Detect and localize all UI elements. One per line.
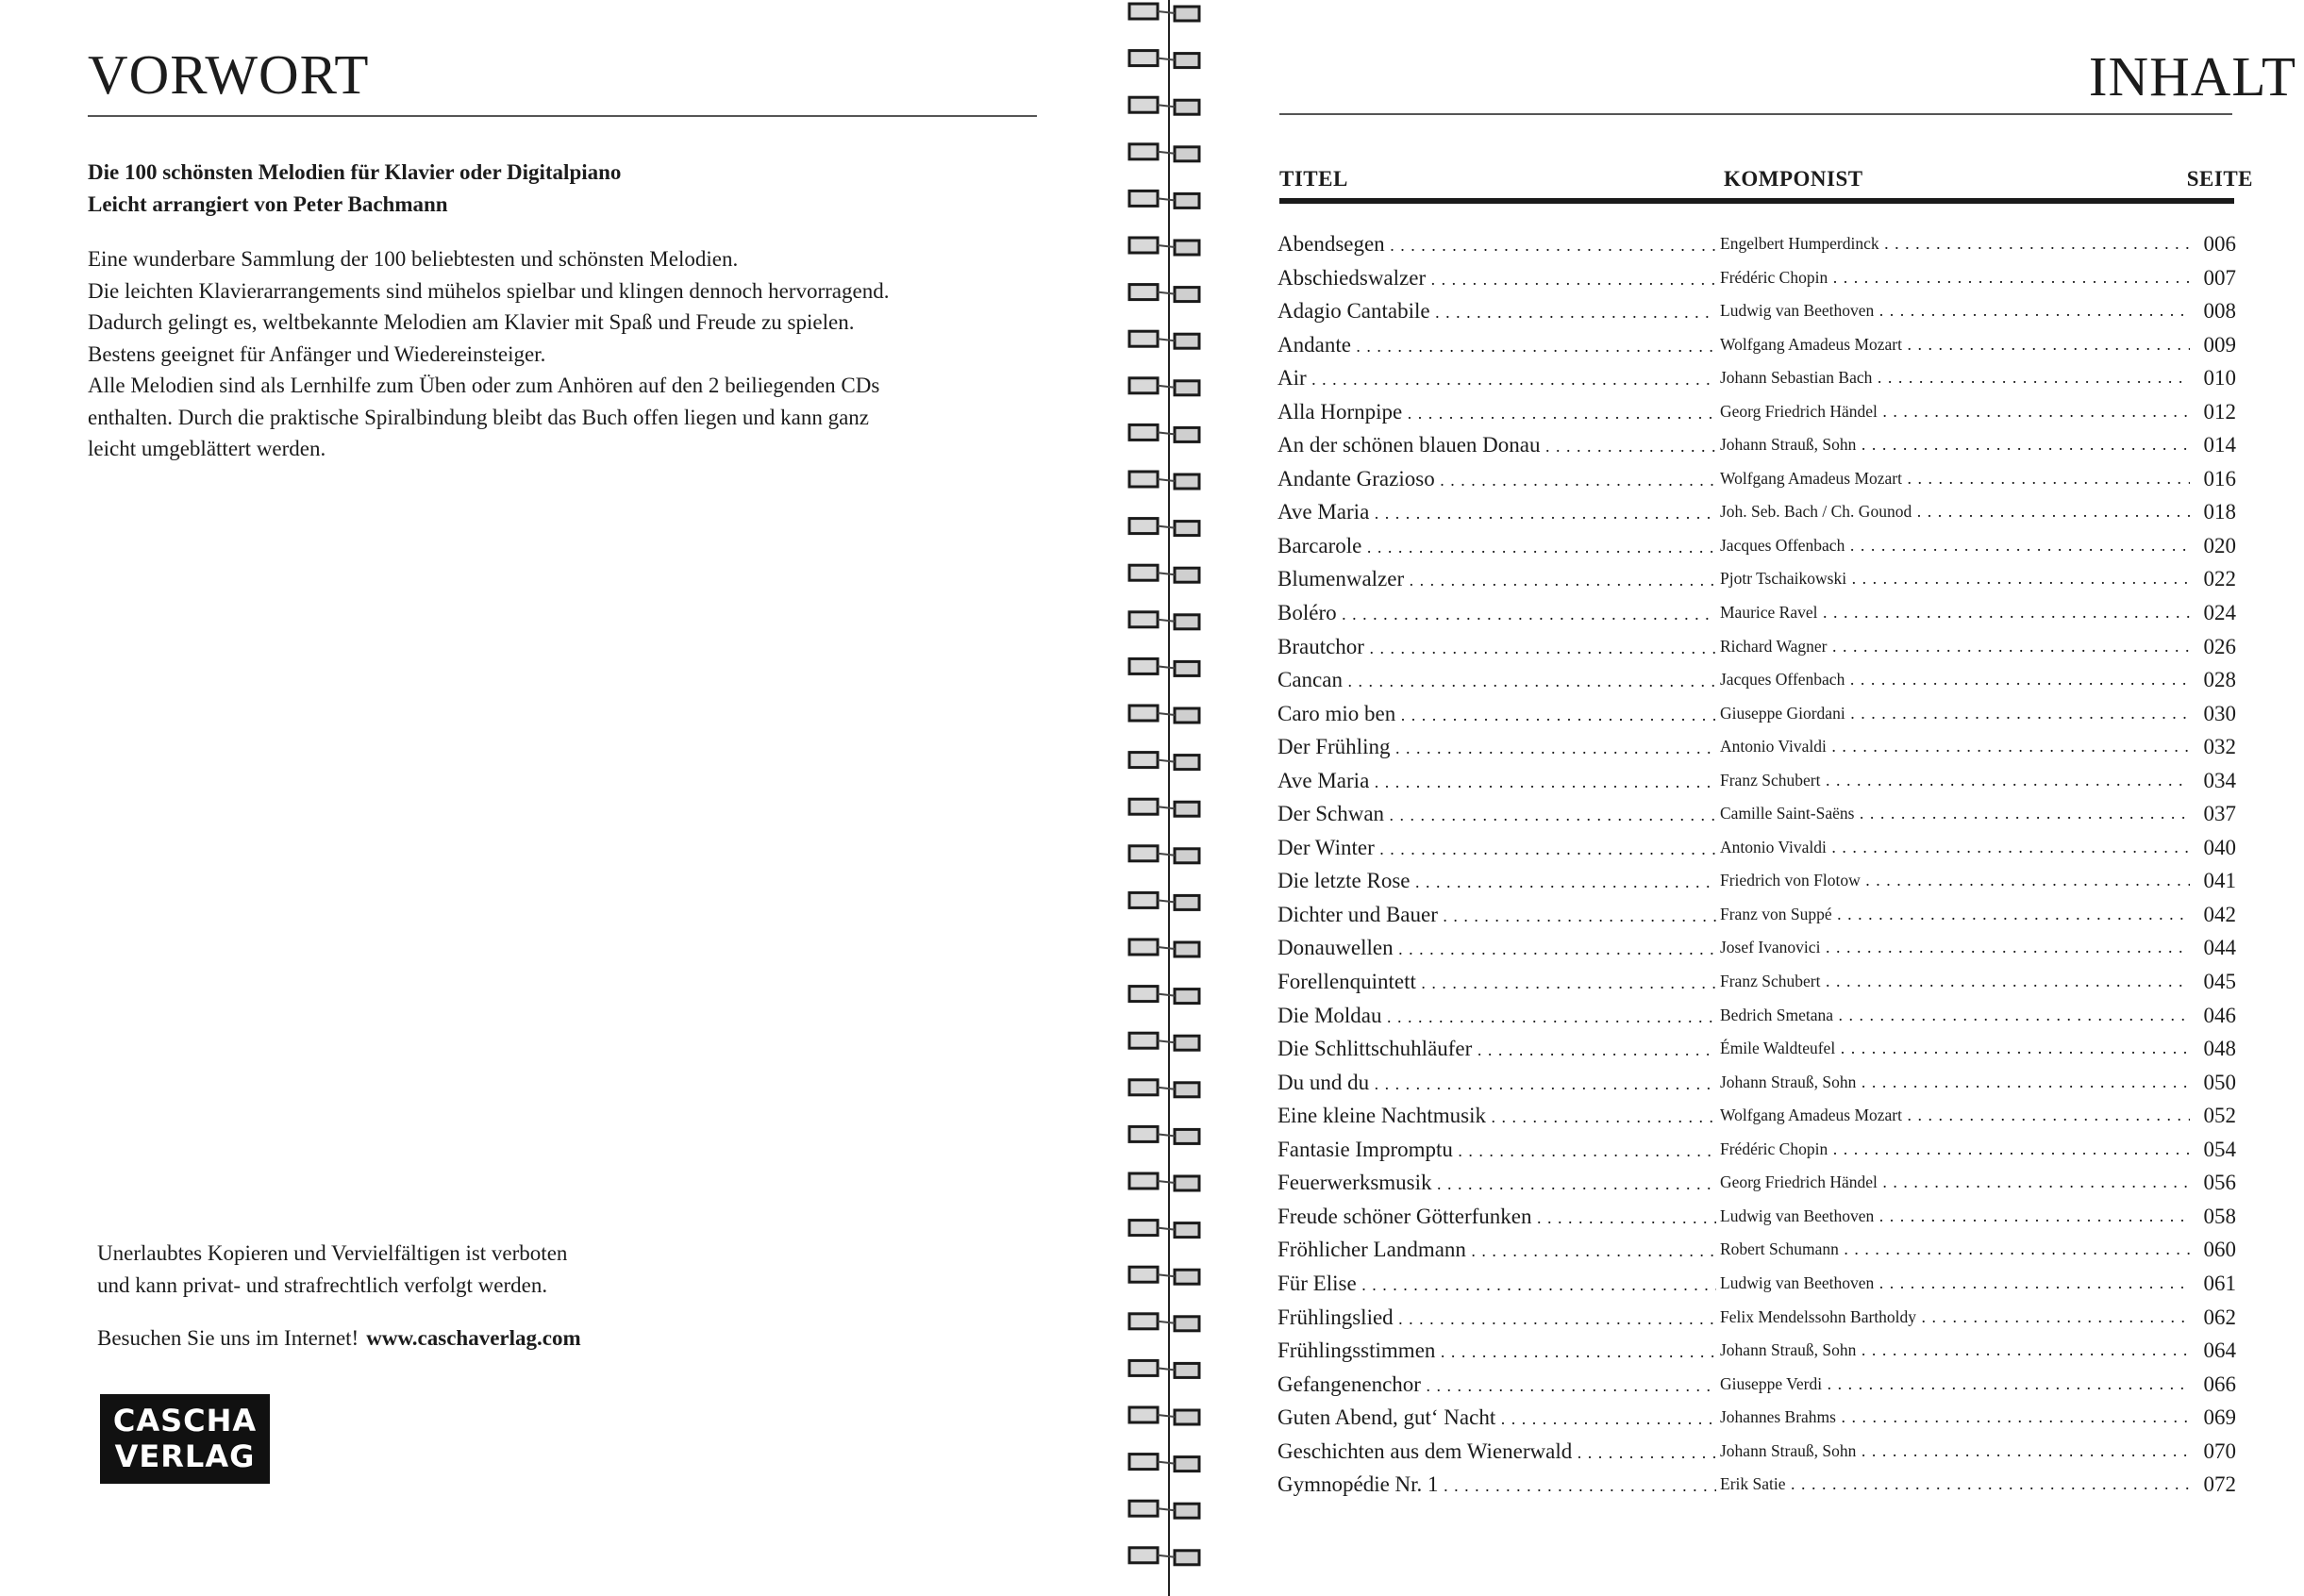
toc-row (1277, 294, 2236, 328)
spiral-coil (1129, 1407, 1199, 1424)
toc-title: Andante . . . (1277, 328, 1716, 362)
spiral-coil (1129, 706, 1199, 723)
intro-line: Die leichten Klavierarrangements sind mühelos spielbar und klingen dennoch hervorragend. (88, 278, 890, 303)
toc-title: Feuerwerksmusik . . . (1277, 1166, 1716, 1200)
intro-line: enthalten. Durch die praktische Spiralbindung bleibt das Buch offen liegen und kann ganz (88, 405, 869, 429)
toc-title: Eine kleine Nachtmusik . . . (1277, 1099, 1716, 1133)
spiral-coil (1129, 1221, 1199, 1238)
toc-row (1277, 361, 2236, 395)
toc-composer: Jacques Offenbach . . . (1720, 663, 2190, 697)
toc-row (1277, 562, 2236, 596)
toc-row (1277, 965, 2236, 999)
toc-title: Donauwellen . . . (1277, 931, 1716, 965)
website-line (97, 1326, 581, 1351)
spiral-coil (1129, 472, 1199, 489)
visit-label: Besuchen Sie uns im Internet! (97, 1326, 359, 1350)
toc-composer: Georg Friedrich Händel . . . (1720, 395, 2190, 429)
toc-row (1277, 1099, 2236, 1133)
toc-page-number: 061 (2200, 1267, 2237, 1301)
toc-title: Gymnopédie Nr. 1 . . . (1277, 1468, 1716, 1502)
spiral-coil (1129, 1033, 1199, 1050)
toc-composer: Johann Strauß, Sohn . . . (1720, 1435, 2190, 1469)
website-link[interactable]: www.caschaverlag.com (366, 1326, 581, 1350)
toc-title: Die letzte Rose . . . (1277, 864, 1716, 898)
toc-title: Barcarole . . . (1277, 529, 1716, 563)
toc-page-number: 014 (2200, 428, 2237, 462)
toc-title: Alla Hornpipe . . . (1277, 395, 1716, 429)
toc-composer: Georg Friedrich Händel . . . (1720, 1166, 2190, 1200)
toc-composer: Frédéric Chopin . . . (1720, 261, 2190, 295)
toc-row (1277, 1032, 2236, 1066)
intro-line: Bestens geeignet für Anfänger und Wiedereinsteiger. (88, 341, 546, 366)
toc-row (1277, 1166, 2236, 1200)
book-subtitle (88, 157, 621, 221)
spiral-coil (1129, 238, 1199, 255)
spiral-coil (1129, 424, 1199, 441)
toc-page-number: 032 (2200, 730, 2237, 764)
toc-page-number: 064 (2200, 1334, 2237, 1368)
toc-title: Forellenquintett . . . (1277, 965, 1716, 999)
toc-composer: Camille Saint-Saëns . . . (1720, 797, 2190, 831)
toc-composer: Giuseppe Giordani . . . (1720, 697, 2190, 731)
toc-composer: Maurice Ravel . . . (1720, 596, 2190, 630)
toc-row (1277, 999, 2236, 1033)
toc-title: Abendsegen . . . (1277, 227, 1716, 261)
spiral-coil (1129, 565, 1199, 582)
toc-page-number: 052 (2200, 1099, 2237, 1133)
toc-page-number: 020 (2200, 529, 2237, 563)
header-rule (1279, 198, 2234, 204)
toc-page-number: 066 (2200, 1368, 2237, 1402)
toc-row (1277, 395, 2236, 429)
spiral-coil (1129, 1267, 1199, 1284)
toc-composer: Wolfgang Amadeus Mozart . . . (1720, 462, 2190, 496)
toc-page-number: 042 (2200, 898, 2237, 932)
publisher-logo (100, 1394, 270, 1484)
toc-page-number: 041 (2200, 864, 2237, 898)
toc-page-number: 069 (2200, 1401, 2237, 1435)
spiral-coil (1129, 987, 1199, 1004)
toc-title: Blumenwalzer . . . (1277, 562, 1716, 596)
toc-page-number: 046 (2200, 999, 2237, 1033)
toc-row (1277, 1133, 2236, 1167)
toc-composer: Ludwig van Beethoven . . . (1720, 1267, 2190, 1301)
spiral-coil (1129, 331, 1199, 348)
toc-title: Air . . . (1277, 361, 1716, 395)
intro-line: leicht umgeblättert werden. (88, 437, 326, 460)
title-rule-right (1279, 113, 2232, 115)
toc-title: Frühlingslied . . . (1277, 1301, 1716, 1335)
toc-page-number: 028 (2200, 663, 2237, 697)
toc-row (1277, 1233, 2236, 1267)
toc-page-number: 007 (2200, 261, 2237, 295)
toc-composer: Josef Ivanovici . . . (1720, 931, 2190, 965)
title-rule-left (88, 115, 1037, 117)
toc-page-number: 030 (2200, 697, 2237, 731)
spiral-coil (1129, 285, 1199, 302)
table-of-contents (1277, 227, 2236, 1502)
toc-composer: Johann Strauß, Sohn . . . (1720, 1066, 2190, 1100)
toc-title: Cancan . . . (1277, 663, 1716, 697)
column-header-page: SEITE (2186, 167, 2253, 191)
spiral-coil (1129, 1455, 1199, 1471)
toc-row (1277, 1368, 2236, 1402)
spiral-binding (1118, 0, 1212, 1596)
toc-page-number: 056 (2200, 1166, 2237, 1200)
subtitle-line: Leicht arrangiert von Peter Bachmann (88, 192, 448, 216)
toc-title: Fantasie Impromptu . . . (1277, 1133, 1716, 1167)
toc-title: Ave Maria . . . (1277, 495, 1716, 529)
toc-composer: Frédéric Chopin . . . (1720, 1133, 2190, 1167)
toc-page-number: 009 (2200, 328, 2237, 362)
toc-composer: Franz Schubert . . . (1720, 764, 2190, 798)
spiral-coil (1129, 191, 1199, 208)
page-title-inhalt: INHALT (2088, 45, 2296, 108)
toc-composer: Franz Schubert . . . (1720, 965, 2190, 999)
toc-page-number: 062 (2200, 1301, 2237, 1335)
toc-row (1277, 1468, 2236, 1502)
toc-row (1277, 428, 2236, 462)
toc-page-number: 016 (2200, 462, 2237, 496)
toc-page-number: 034 (2200, 764, 2237, 798)
toc-composer: Antonio Vivaldi . . . (1720, 730, 2190, 764)
toc-page-number: 037 (2200, 797, 2237, 831)
toc-row (1277, 227, 2236, 261)
toc-page-number: 044 (2200, 931, 2237, 965)
spiral-coil (1129, 378, 1199, 395)
toc-title: Abschiedswalzer . . . (1277, 261, 1716, 295)
toc-composer: Johannes Brahms . . . (1720, 1401, 2190, 1435)
toc-title: Dichter und Bauer . . . (1277, 898, 1716, 932)
toc-composer: Felix Mendelssohn Bartholdy . . . (1720, 1301, 2190, 1335)
toc-row (1277, 1301, 2236, 1335)
toc-composer: Erik Satie . . . (1720, 1468, 2190, 1502)
toc-title: Der Schwan . . . (1277, 797, 1716, 831)
toc-composer: Bedrich Smetana . . . (1720, 999, 2190, 1033)
toc-composer: Pjotr Tschaikowski . . . (1720, 562, 2190, 596)
legal-line: Unerlaubtes Kopieren und Vervielfältigen ist verboten (97, 1241, 568, 1265)
right-page-inhalt (1236, 0, 2304, 1596)
toc-title: Für Elise . . . (1277, 1267, 1716, 1301)
toc-page-number: 054 (2200, 1133, 2237, 1167)
toc-row (1277, 462, 2236, 496)
spiral-coil (1129, 144, 1199, 161)
toc-title: Du und du . . . (1277, 1066, 1716, 1100)
toc-page-number: 050 (2200, 1066, 2237, 1100)
toc-row (1277, 1200, 2236, 1234)
spiral-coil (1129, 4, 1199, 21)
spiral-coil (1129, 1173, 1199, 1190)
toc-page-number: 072 (2200, 1468, 2237, 1502)
toc-composer: Émile Waldteufel . . . (1720, 1032, 2190, 1066)
toc-page-number: 010 (2200, 361, 2237, 395)
toc-title: Andante Grazioso . . . (1277, 462, 1716, 496)
toc-row (1277, 697, 2236, 731)
toc-title: Boléro . . . (1277, 596, 1716, 630)
toc-title: Fröhlicher Landmann . . . (1277, 1233, 1716, 1267)
toc-page-number: 048 (2200, 1032, 2237, 1066)
left-page-vorwort (0, 0, 1094, 1596)
toc-title: Freude schöner Götterfunken . . . (1277, 1200, 1716, 1234)
toc-page-number: 070 (2200, 1435, 2237, 1469)
toc-title: Die Schlittschuhläufer . . . (1277, 1032, 1716, 1066)
toc-title: Der Winter . . . (1277, 831, 1716, 865)
toc-page-number: 006 (2200, 227, 2237, 261)
toc-composer: Franz von Suppé . . . (1720, 898, 2190, 932)
page-title-vorwort: VORWORT (88, 43, 370, 106)
intro-line: Alle Melodien sind als Lernhilfe zum Üben oder zum Anhören auf den 2 beiliegenden CDs (88, 374, 880, 397)
column-header-composer: KOMPONIST (1724, 167, 1863, 191)
toc-composer: Robert Schumann . . . (1720, 1233, 2190, 1267)
toc-page-number: 058 (2200, 1200, 2237, 1234)
toc-page-number: 040 (2200, 831, 2237, 865)
toc-composer: Ludwig van Beethoven . . . (1720, 1200, 2190, 1234)
toc-row (1277, 261, 2236, 295)
subtitle-line: Die 100 schönsten Melodien für Klavier oder Digitalpiano (88, 160, 622, 184)
toc-composer: Giuseppe Verdi . . . (1720, 1368, 2190, 1402)
spiral-coil (1129, 892, 1199, 909)
spiral-coil (1129, 612, 1199, 629)
toc-title: Frühlingsstimmen . . . (1277, 1334, 1716, 1368)
copyright-notice (97, 1238, 567, 1302)
toc-page-number: 018 (2200, 495, 2237, 529)
toc-row (1277, 831, 2236, 865)
spiral-coil (1129, 658, 1199, 675)
toc-composer: Johann Strauß, Sohn . . . (1720, 1334, 2190, 1368)
toc-row (1277, 596, 2236, 630)
toc-composer: Joh. Seb. Bach / Ch. Gounod . . . (1720, 495, 2190, 529)
toc-row (1277, 1401, 2236, 1435)
spiral-coil (1129, 1501, 1199, 1518)
legal-line: und kann privat- und strafrechtlich verfolgt werden. (97, 1273, 548, 1297)
toc-page-number: 024 (2200, 596, 2237, 630)
toc-row (1277, 730, 2236, 764)
spiral-coil (1129, 1548, 1199, 1565)
toc-title: An der schönen blauen Donau . . . (1277, 428, 1716, 462)
toc-title: Geschichten aus dem Wienerwald . . . (1277, 1435, 1716, 1469)
toc-composer: Johann Sebastian Bach . . . (1720, 361, 2190, 395)
logo-line: CASCHA (112, 1403, 258, 1438)
intro-line: Eine wunderbare Sammlung der 100 beliebtesten und schönsten Melodien. (88, 247, 739, 271)
intro-paragraph (88, 243, 1041, 465)
toc-title: Guten Abend, gut‘ Nacht . . . (1277, 1401, 1716, 1435)
toc-row (1277, 1267, 2236, 1301)
toc-title: Der Frühling . . . (1277, 730, 1716, 764)
toc-row (1277, 529, 2236, 563)
toc-composer: Wolfgang Amadeus Mozart . . . (1720, 328, 2190, 362)
spiral-coil (1129, 1080, 1199, 1097)
toc-title: Gefangenenchor . . . (1277, 1368, 1716, 1402)
toc-row (1277, 630, 2236, 664)
toc-composer: Wolfgang Amadeus Mozart . . . (1720, 1099, 2190, 1133)
spiral-coil (1129, 846, 1199, 863)
spiral-coil (1129, 753, 1199, 770)
spiral-coil (1129, 97, 1199, 114)
toc-composer: Antonio Vivaldi . . . (1720, 831, 2190, 865)
spiral-coil (1129, 519, 1199, 536)
toc-composer: Richard Wagner . . . (1720, 630, 2190, 664)
toc-page-number: 008 (2200, 294, 2237, 328)
spiral-coil (1129, 51, 1199, 68)
toc-page-number: 060 (2200, 1233, 2237, 1267)
toc-row (1277, 898, 2236, 932)
toc-row (1277, 797, 2236, 831)
toc-row (1277, 864, 2236, 898)
intro-line: Dadurch gelingt es, weltbekannte Melodien am Klavier mit Spaß und Freude zu spielen. (88, 310, 855, 334)
spiral-coil (1129, 1360, 1199, 1377)
toc-row (1277, 495, 2236, 529)
toc-row (1277, 1066, 2236, 1100)
toc-composer: Johann Strauß, Sohn . . . (1720, 428, 2190, 462)
toc-composer: Engelbert Humperdinck . . . (1720, 227, 2190, 261)
spiral-coil (1129, 1126, 1199, 1143)
toc-row (1277, 1435, 2236, 1469)
toc-row (1277, 663, 2236, 697)
toc-page-number: 022 (2200, 562, 2237, 596)
logo-line: VERLAG (114, 1438, 256, 1474)
toc-row (1277, 764, 2236, 798)
toc-title: Caro mio ben . . . (1277, 697, 1716, 731)
toc-page-number: 026 (2200, 630, 2237, 664)
spiral-coil (1129, 1314, 1199, 1331)
toc-row (1277, 328, 2236, 362)
column-header-title: TITEL (1279, 167, 1348, 191)
toc-title: Adagio Cantabile . . . (1277, 294, 1716, 328)
toc-composer: Jacques Offenbach . . . (1720, 529, 2190, 563)
toc-page-number: 045 (2200, 965, 2237, 999)
toc-title: Brautchor . . . (1277, 630, 1716, 664)
toc-row (1277, 931, 2236, 965)
toc-title: Ave Maria . . . (1277, 764, 1716, 798)
spiral-coil (1129, 939, 1199, 956)
toc-page-number: 012 (2200, 395, 2237, 429)
toc-row (1277, 1334, 2236, 1368)
toc-composer: Friedrich von Flotow . . . (1720, 864, 2190, 898)
toc-composer: Ludwig van Beethoven . . . (1720, 294, 2190, 328)
toc-title: Die Moldau . . . (1277, 999, 1716, 1033)
spiral-coil (1129, 799, 1199, 816)
